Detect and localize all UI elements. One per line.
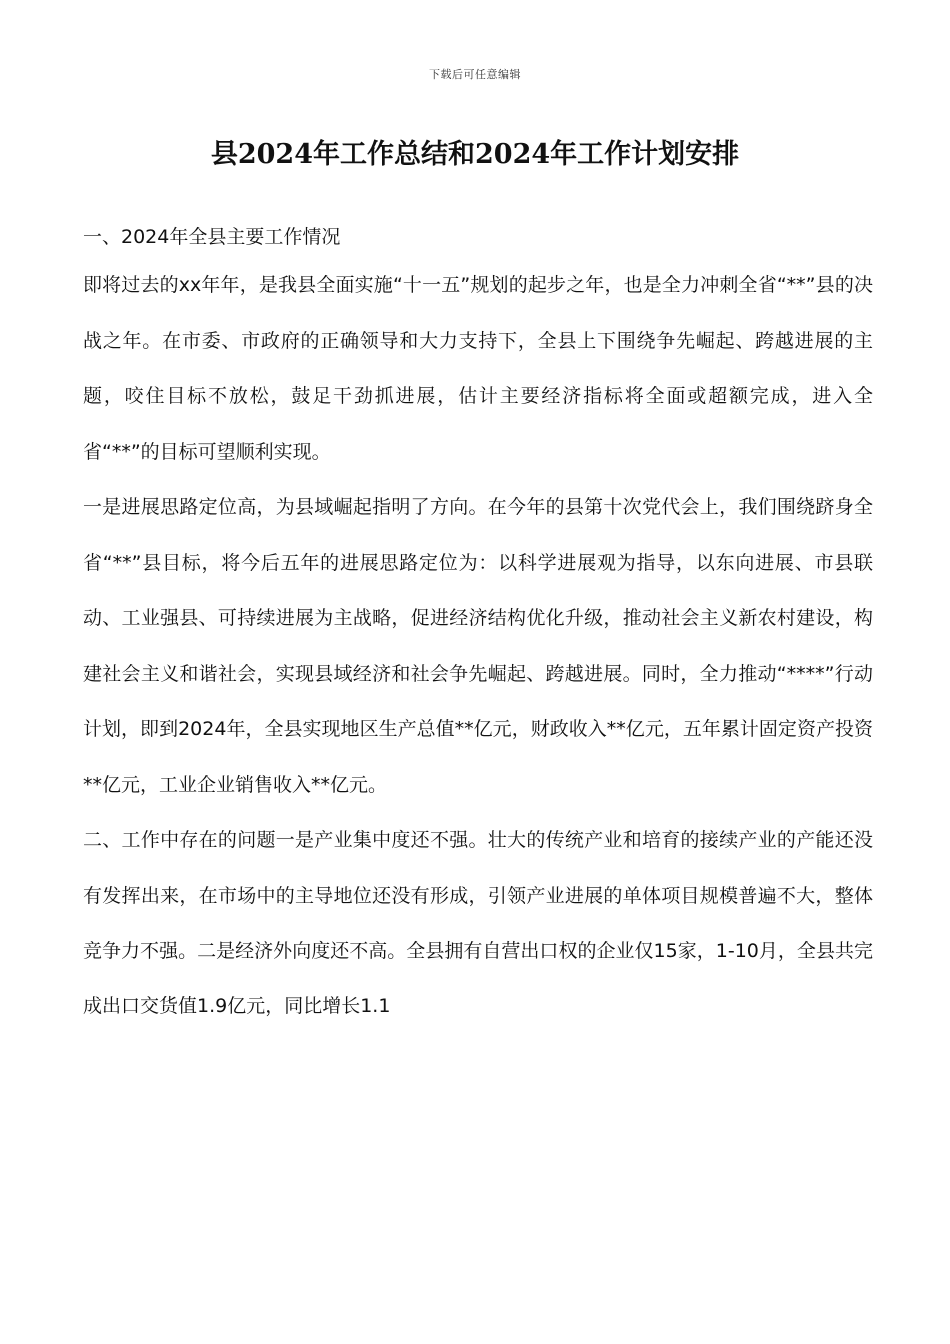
paragraph: 即将过去的xx年年，是我县全面实施“十一五”规划的起步之年，也是全力冲刺全省“**”县的决战之年。在市委、市政府的正确领导和大力支持下，全县上下围绕争先崛起、跨越进展的主题，咬住目标不放松，鼓足干劲抓进展，估计主要经济指标将全面或超额完成，进入全省“**”的目标可望顺利实现。	[83, 274, 873, 463]
paragraph: 一是进展思路定位高，为县域崛起指明了方向。在今年的县第十次党代会上，我们围绕跻身全省“**”县目标，将今后五年的进展思路定位为：以科学进展观为指导，以东向进展、市县联动、工业强县、可持续进展为主战略，促进经济结构优化升级，推动社会主义新农村建设，构建社会主义和谐社会，实现县域经济和社会争先崛起、跨越进展。同时，全力推动“****”行动计划，即到2024年，全县实现地区生产总值**亿元，财政收入**亿元，五年累计固定资产投资**亿元，工业企业销售收入**亿元。	[83, 496, 873, 796]
header-note: 下载后可任意编辑	[429, 68, 521, 81]
document-title: 县2024年工作总结和2024年工作计划安排	[210, 139, 740, 170]
document-body	[83, 222, 873, 1035]
section-heading: 一、2024年全县主要工作情况	[83, 226, 341, 248]
paragraph: 二、工作中存在的问题一是产业集中度还不强。壮大的传统产业和培育的接续产业的产能还没有发挥出来，在市场中的主导地位还没有形成，引领产业进展的单体项目规模普遍不大，整体竞争力不强。二是经济外向度还不高。全县拥有自营出口权的企业仅15家，1-10月，全县共完成出口交货值1.9亿元，同比增长1.1	[83, 829, 873, 1018]
